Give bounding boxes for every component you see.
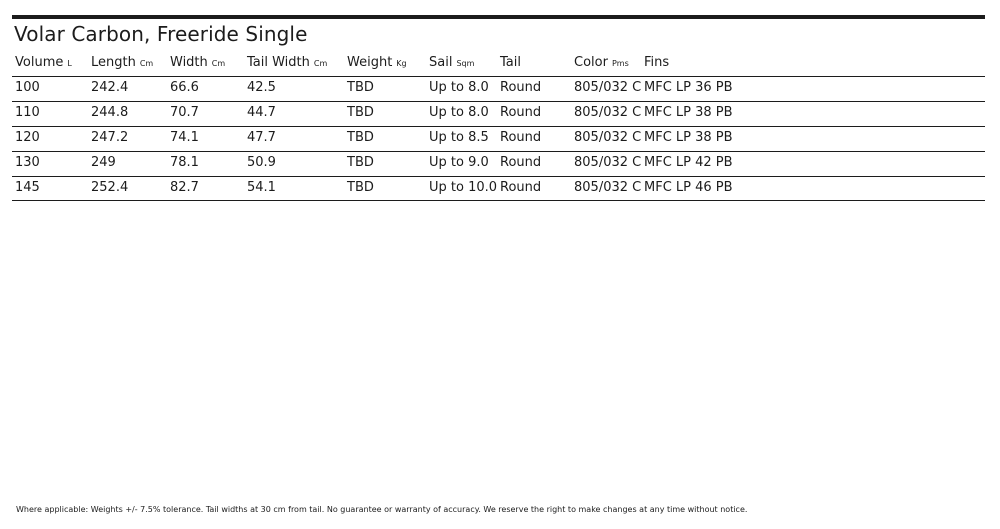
table-row [14, 101, 985, 126]
row-divider [12, 176, 985, 177]
cell-weight: TBD [347, 105, 374, 120]
table-row [14, 126, 985, 151]
cell-width: 78.1 [170, 155, 199, 170]
row-divider [12, 126, 985, 127]
cell-fins: MFC LP 38 PB [644, 130, 733, 145]
row-divider [12, 101, 985, 102]
cell-width: 66.6 [170, 80, 199, 95]
table-row [14, 151, 985, 176]
cell-volume: 145 [15, 180, 40, 195]
footnote: Where applicable: Weights +/- 7.5% tolerance. Tail widths at 30 cm from tail. No guarantee or warranty of accuracy. We reserve the right to make changes at any time without notice. [16, 505, 748, 514]
page-title: Volar Carbon, Freeride Single [14, 22, 308, 46]
row-divider [12, 151, 985, 152]
header-weight: Weight Kg [347, 55, 407, 70]
table-row [14, 176, 985, 201]
cell-length: 252.4 [91, 180, 129, 195]
cell-fins: MFC LP 46 PB [644, 180, 733, 195]
cell-tail-width: 47.7 [247, 130, 276, 145]
header-color: Color Pms [574, 55, 629, 70]
header-length: Length Cm [91, 55, 154, 70]
cell-width: 70.7 [170, 105, 199, 120]
header-sail: Sail Sqm [429, 55, 475, 70]
top-rule [12, 15, 985, 19]
cell-sail: Up to 8.0 [429, 80, 489, 95]
unit-liters: L [67, 59, 72, 68]
table-bottom-rule [12, 200, 985, 201]
table-header-row [14, 50, 985, 76]
cell-weight: TBD [347, 180, 374, 195]
header-width: Width Cm [170, 55, 226, 70]
cell-volume: 130 [15, 155, 40, 170]
cell-volume: 110 [15, 105, 40, 120]
cell-tail-width: 42.5 [247, 80, 276, 95]
cell-tail: Round [500, 80, 542, 95]
cell-tail-width: 44.7 [247, 105, 276, 120]
header-volume: Volume L [15, 55, 72, 70]
cell-weight: TBD [347, 155, 374, 170]
unit-sqm: Sqm [456, 59, 475, 68]
cell-weight: TBD [347, 130, 374, 145]
cell-length: 244.8 [91, 105, 129, 120]
cell-length: 247.2 [91, 130, 129, 145]
cell-color: 805/032 C [574, 180, 642, 195]
cell-length: 242.4 [91, 80, 129, 95]
header-fins: Fins [644, 55, 670, 70]
cell-tail-width: 50.9 [247, 155, 276, 170]
cell-width: 82.7 [170, 180, 199, 195]
cell-volume: 120 [15, 130, 40, 145]
cell-sail: Up to 10.0 [429, 180, 498, 195]
cell-volume: 100 [15, 80, 40, 95]
cell-sail: Up to 8.0 [429, 105, 489, 120]
cell-color: 805/032 C [574, 80, 642, 95]
unit-cm: Cm [313, 59, 328, 68]
cell-fins: MFC LP 38 PB [644, 105, 733, 120]
spec-table [14, 50, 985, 201]
cell-length: 249 [91, 155, 116, 170]
unit-pms: Pms [611, 59, 629, 68]
cell-sail: Up to 9.0 [429, 155, 489, 170]
cell-tail: Round [500, 105, 542, 120]
cell-width: 74.1 [170, 130, 199, 145]
cell-color: 805/032 C [574, 155, 642, 170]
cell-weight: TBD [347, 80, 374, 95]
cell-tail-width: 54.1 [247, 180, 276, 195]
cell-fins: MFC LP 36 PB [644, 80, 733, 95]
table-row [14, 76, 985, 101]
unit-kg: Kg [396, 59, 407, 68]
cell-tail: Round [500, 155, 542, 170]
unit-cm: Cm [139, 59, 154, 68]
header-tail-width: Tail Width Cm [247, 55, 328, 70]
row-divider [12, 76, 985, 77]
cell-tail: Round [500, 180, 542, 195]
cell-tail: Round [500, 130, 542, 145]
cell-color: 805/032 C [574, 105, 642, 120]
unit-cm: Cm [211, 59, 226, 68]
cell-fins: MFC LP 42 PB [644, 155, 733, 170]
cell-color: 805/032 C [574, 130, 642, 145]
header-tail: Tail [500, 55, 521, 70]
cell-sail: Up to 8.5 [429, 130, 489, 145]
